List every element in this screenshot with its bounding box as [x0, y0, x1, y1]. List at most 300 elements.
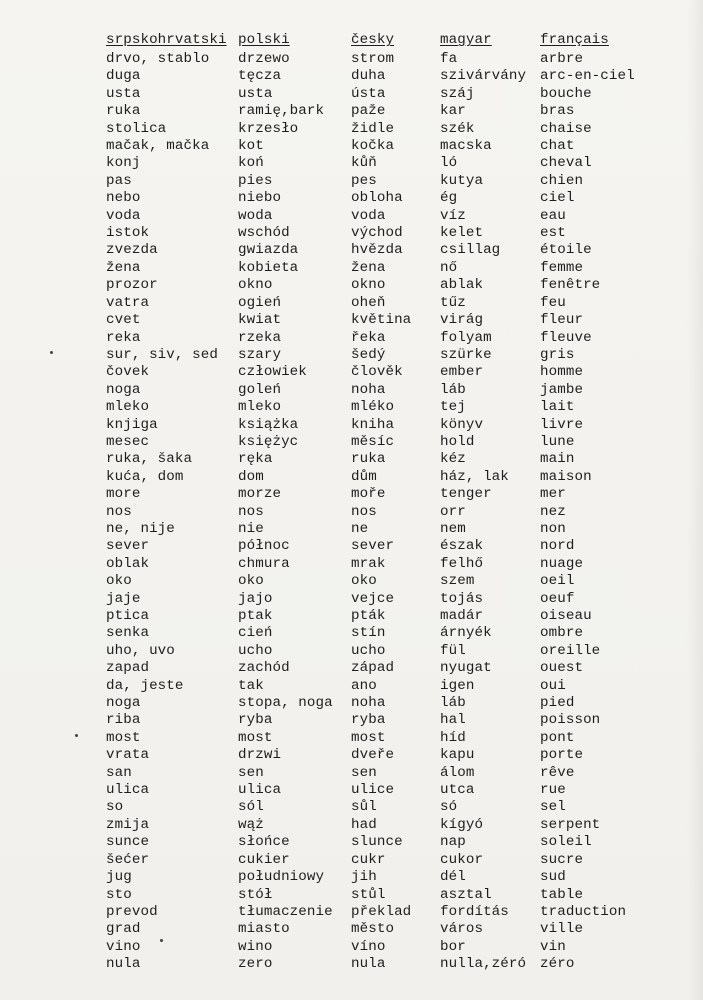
word-czech: okno	[351, 277, 386, 294]
word-french: feu	[540, 294, 566, 311]
table-row	[94, 208, 660, 225]
word-polish: tęcza	[238, 68, 282, 85]
word-serbo-croatian: prevod	[106, 903, 158, 920]
word-serbo-croatian: vino	[106, 938, 141, 955]
word-french: soleil	[540, 834, 592, 851]
word-hungarian: csillag	[440, 242, 501, 259]
column-header-french: français	[540, 32, 609, 48]
word-czech: ryba	[351, 712, 386, 729]
word-czech: moře	[351, 486, 386, 503]
word-czech: ano	[351, 677, 377, 694]
word-hungarian: észak	[440, 538, 484, 555]
word-hungarian: folyam	[440, 329, 492, 346]
word-serbo-croatian: ptica	[106, 608, 150, 624]
table-row	[94, 817, 660, 834]
word-serbo-croatian: nebo	[106, 190, 141, 207]
word-hungarian: nyugat	[440, 660, 492, 677]
word-french: gris	[540, 346, 575, 363]
table-row	[94, 486, 660, 503]
word-french: lait	[540, 399, 575, 416]
table-row	[94, 277, 660, 294]
word-czech: jih	[351, 869, 377, 886]
word-czech: kočka	[351, 138, 395, 155]
word-czech: řeka	[351, 329, 386, 346]
word-hungarian: szivárvány	[440, 68, 527, 85]
word-serbo-croatian: sunce	[106, 834, 150, 851]
word-czech: oheň	[351, 294, 386, 311]
word-czech: ulice	[351, 782, 395, 799]
word-hungarian: könyv	[440, 416, 484, 433]
word-hungarian: cukor	[440, 851, 484, 868]
word-hungarian: ház, lak	[440, 468, 509, 485]
table-row	[94, 834, 660, 851]
table-row	[94, 295, 660, 312]
word-polish: goleń	[238, 381, 282, 398]
word-hungarian: fa	[440, 51, 458, 67]
word-polish: zachód	[238, 660, 290, 677]
table-row	[94, 86, 660, 103]
word-french: sud	[540, 869, 566, 886]
word-hungarian: szem	[440, 573, 475, 590]
word-french: oreille	[540, 642, 601, 659]
word-french: ouest	[540, 660, 584, 677]
word-serbo-croatian: sto	[106, 886, 132, 903]
word-french: rue	[540, 782, 566, 799]
word-czech: západ	[351, 660, 395, 677]
word-french: homme	[540, 364, 584, 381]
word-hungarian: ember	[440, 364, 484, 381]
word-french: cheval	[540, 155, 592, 172]
word-czech: žena	[351, 259, 386, 276]
word-serbo-croatian: duga	[106, 68, 141, 85]
word-czech: stín	[351, 625, 386, 642]
word-serbo-croatian: prozor	[106, 277, 158, 294]
word-hungarian: nap	[440, 834, 466, 851]
word-czech: strom	[351, 51, 395, 67]
word-hungarian: kígyó	[440, 816, 484, 833]
word-serbo-croatian: ne, nije	[106, 520, 175, 537]
word-polish: sen	[238, 764, 264, 781]
word-czech: had	[351, 816, 377, 833]
word-czech: dům	[351, 468, 377, 485]
word-hungarian: orr	[440, 503, 466, 520]
word-serbo-croatian: ruka	[106, 103, 141, 120]
word-czech: dveře	[351, 747, 395, 764]
word-serbo-croatian: mesec	[106, 433, 150, 450]
word-czech: ucho	[351, 642, 386, 659]
word-serbo-croatian: zapad	[106, 660, 150, 677]
word-czech: obloha	[351, 190, 403, 207]
word-polish: kobieta	[238, 259, 299, 276]
word-french: jambe	[540, 381, 584, 398]
word-hungarian: dél	[440, 869, 466, 886]
word-polish: chmura	[238, 555, 290, 572]
table-row	[94, 469, 660, 486]
word-french: porte	[540, 747, 584, 764]
word-polish: nos	[238, 503, 264, 520]
table-row	[94, 695, 660, 712]
word-serbo-croatian: sur, siv, sed	[106, 346, 218, 363]
word-serbo-croatian: ruka, šaka	[106, 451, 193, 468]
table-row	[94, 852, 660, 869]
table-row	[94, 121, 660, 138]
table-row	[94, 799, 660, 816]
word-polish: okno	[238, 277, 273, 294]
word-polish: kot	[238, 138, 264, 155]
word-french: sucre	[540, 851, 584, 868]
table-row	[94, 538, 660, 555]
table-row	[94, 225, 660, 242]
word-french: pied	[540, 695, 575, 712]
word-polish: wąż	[238, 816, 264, 833]
word-serbo-croatian: nula	[106, 956, 141, 973]
word-polish: jajo	[238, 590, 273, 607]
word-polish: tak	[238, 677, 264, 694]
column-header-hungarian: magyar	[440, 32, 492, 48]
word-hungarian: macska	[440, 138, 492, 155]
word-hungarian: ablak	[440, 277, 484, 294]
word-serbo-croatian: čovek	[106, 364, 150, 381]
word-polish: zero	[238, 956, 273, 973]
word-serbo-croatian: nos	[106, 503, 132, 520]
word-hungarian: híd	[440, 729, 466, 746]
word-french: traduction	[540, 903, 627, 920]
table-row	[94, 887, 660, 904]
word-french: nord	[540, 538, 575, 555]
word-czech: židle	[351, 120, 395, 137]
word-french: ombre	[540, 625, 584, 642]
word-czech: kůň	[351, 155, 377, 172]
table-row	[94, 956, 660, 973]
word-french: oeil	[540, 573, 575, 590]
word-serbo-croatian: kuća, dom	[106, 468, 184, 485]
word-hungarian: szürke	[440, 346, 492, 363]
word-czech: hvězda	[351, 242, 403, 259]
word-serbo-croatian: žena	[106, 259, 141, 276]
word-polish: sól	[238, 799, 264, 816]
word-polish: ręka	[238, 451, 273, 468]
word-hungarian: nő	[440, 259, 458, 276]
word-serbo-croatian: senka	[106, 625, 150, 642]
word-hungarian: igen	[440, 677, 475, 694]
header-row	[94, 32, 660, 51]
column-header-czech: česky	[351, 32, 395, 48]
table-row	[94, 504, 660, 521]
page-edge-shadow	[687, 0, 703, 1000]
word-hungarian: tojás	[440, 590, 484, 607]
word-czech: sever	[351, 538, 395, 555]
word-polish: gwiazda	[238, 242, 299, 259]
word-hungarian: kapu	[440, 747, 475, 764]
vocabulary-table	[94, 32, 660, 974]
word-french: femme	[540, 259, 584, 276]
table-row	[94, 939, 660, 956]
word-serbo-croatian: ulica	[106, 782, 150, 799]
word-polish: cukier	[238, 851, 290, 868]
table-row	[94, 643, 660, 660]
word-polish: drzwi	[238, 747, 282, 764]
word-hungarian: só	[440, 799, 458, 816]
table-row	[94, 155, 660, 172]
word-french: nez	[540, 503, 566, 520]
word-serbo-croatian: stolica	[106, 120, 167, 137]
word-czech: víno	[351, 938, 386, 955]
word-serbo-croatian: jaje	[106, 590, 141, 607]
word-czech: paže	[351, 103, 386, 120]
word-french: bras	[540, 103, 575, 120]
word-french: lune	[540, 433, 575, 450]
word-czech: sen	[351, 764, 377, 781]
word-serbo-croatian: istok	[106, 225, 150, 242]
table-row	[94, 678, 660, 695]
word-czech: nula	[351, 956, 386, 973]
word-czech: město	[351, 921, 395, 938]
word-french: chaise	[540, 120, 592, 137]
word-serbo-croatian: zmija	[106, 816, 150, 833]
word-french: bouche	[540, 85, 592, 102]
word-hungarian: álom	[440, 764, 475, 781]
word-czech: měsíc	[351, 433, 395, 450]
word-hungarian: száj	[440, 85, 475, 102]
word-czech: duha	[351, 68, 386, 85]
word-hungarian: láb	[440, 381, 466, 398]
word-polish: rzeka	[238, 329, 282, 346]
table-row	[94, 434, 660, 451]
word-serbo-croatian: grad	[106, 921, 141, 938]
table-row	[94, 138, 660, 155]
word-czech: most	[351, 729, 386, 746]
word-french: eau	[540, 207, 566, 224]
word-czech: mrak	[351, 555, 386, 572]
word-french: ciel	[540, 190, 575, 207]
word-french: non	[540, 520, 566, 537]
word-french: oiseau	[540, 608, 592, 624]
word-hungarian: tej	[440, 399, 466, 416]
word-czech: noha	[351, 695, 386, 712]
table-row	[94, 782, 660, 799]
word-french: ville	[540, 921, 584, 938]
word-czech: nos	[351, 503, 377, 520]
table-row	[94, 625, 660, 642]
table-row	[94, 260, 660, 277]
table-row	[94, 921, 660, 938]
word-czech: cukr	[351, 851, 386, 868]
word-hungarian: kéz	[440, 451, 466, 468]
word-french: fleur	[540, 312, 584, 329]
word-polish: człowiek	[238, 364, 307, 381]
word-french: maison	[540, 468, 592, 485]
word-hungarian: utca	[440, 782, 475, 799]
word-polish: woda	[238, 207, 273, 224]
word-hungarian: kar	[440, 103, 466, 120]
word-polish: wino	[238, 938, 273, 955]
word-hungarian: kutya	[440, 172, 484, 189]
word-czech: vejce	[351, 590, 395, 607]
word-hungarian: ló	[440, 155, 458, 172]
word-serbo-croatian: drvo, stablo	[106, 51, 210, 67]
table-row	[94, 68, 660, 85]
word-polish: kwiat	[238, 312, 282, 329]
word-polish: ptak	[238, 608, 273, 624]
word-polish: szary	[238, 346, 282, 363]
word-french: zéro	[540, 956, 575, 973]
word-french: mer	[540, 486, 566, 503]
word-czech: překlad	[351, 903, 412, 920]
word-polish: południowy	[238, 869, 325, 886]
word-hungarian: virág	[440, 312, 484, 329]
word-polish: stół	[238, 886, 273, 903]
table-row	[94, 51, 660, 68]
table-row	[94, 660, 660, 677]
word-serbo-croatian: šećer	[106, 851, 150, 868]
word-serbo-croatian: vatra	[106, 294, 150, 311]
table-row	[94, 591, 660, 608]
word-serbo-croatian: knjiga	[106, 416, 158, 433]
word-polish: ucho	[238, 642, 273, 659]
word-czech: východ	[351, 225, 403, 242]
word-polish: cień	[238, 625, 273, 642]
word-czech: ne	[351, 520, 369, 537]
word-polish: drzewo	[238, 51, 290, 67]
word-polish: niebo	[238, 190, 282, 207]
table-row	[94, 173, 660, 190]
table-row	[94, 747, 660, 764]
word-serbo-croatian: usta	[106, 85, 141, 102]
word-serbo-croatian: san	[106, 764, 132, 781]
word-serbo-croatian: reka	[106, 329, 141, 346]
word-french: nuage	[540, 555, 584, 572]
word-hungarian: hold	[440, 433, 475, 450]
word-hungarian: tűz	[440, 294, 466, 311]
word-polish: księżyc	[238, 433, 299, 450]
word-polish: wschód	[238, 225, 290, 242]
word-polish: krzesło	[238, 120, 299, 137]
table-row	[94, 608, 660, 625]
word-polish: ulica	[238, 782, 282, 799]
table-row	[94, 573, 660, 590]
word-french: fleuve	[540, 329, 592, 346]
word-french: arc-en-ciel	[540, 68, 635, 85]
word-serbo-croatian: noga	[106, 695, 141, 712]
word-czech: ruka	[351, 451, 386, 468]
word-french: arbre	[540, 51, 584, 67]
word-czech: oko	[351, 573, 377, 590]
word-french: vin	[540, 938, 566, 955]
word-polish: ryba	[238, 712, 273, 729]
word-polish: północ	[238, 538, 290, 555]
word-serbo-croatian: jug	[106, 869, 132, 886]
word-serbo-croatian: konj	[106, 155, 141, 172]
word-serbo-croatian: noga	[106, 381, 141, 398]
word-hungarian: nem	[440, 520, 466, 537]
word-polish: miasto	[238, 921, 290, 938]
word-hungarian: árnyék	[440, 625, 492, 642]
word-hungarian: bor	[440, 938, 466, 955]
word-polish: słońce	[238, 834, 290, 851]
word-czech: pes	[351, 172, 377, 189]
word-hungarian: láb	[440, 695, 466, 712]
word-french: table	[540, 886, 584, 903]
word-czech: šedý	[351, 346, 386, 363]
word-serbo-croatian: most	[106, 729, 141, 746]
word-czech: kniha	[351, 416, 395, 433]
table-row	[94, 103, 660, 120]
word-serbo-croatian: uho, uvo	[106, 642, 175, 659]
word-serbo-croatian: riba	[106, 712, 141, 729]
table-row	[94, 399, 660, 416]
word-polish: stopa, noga	[238, 695, 333, 712]
word-polish: morze	[238, 486, 282, 503]
word-french: pont	[540, 729, 575, 746]
table-row	[94, 364, 660, 381]
table-row	[94, 869, 660, 886]
table-row	[94, 347, 660, 364]
word-serbo-croatian: so	[106, 799, 124, 816]
word-serbo-croatian: mleko	[106, 399, 150, 416]
table-row	[94, 765, 660, 782]
word-polish: mleko	[238, 399, 282, 416]
word-hungarian: asztal	[440, 886, 492, 903]
word-polish: dom	[238, 468, 264, 485]
word-hungarian: fül	[440, 642, 466, 659]
word-french: oeuf	[540, 590, 575, 607]
word-czech: voda	[351, 207, 386, 224]
word-serbo-croatian: sever	[106, 538, 150, 555]
word-french: livre	[540, 416, 584, 433]
word-polish: nie	[238, 520, 264, 537]
column-header-serbo-croatian: srpskohrvatski	[106, 32, 227, 48]
word-serbo-croatian: oko	[106, 573, 132, 590]
table-row	[94, 330, 660, 347]
word-hungarian: tenger	[440, 486, 492, 503]
word-czech: květina	[351, 312, 412, 329]
word-french: chat	[540, 138, 575, 155]
word-czech: ústa	[351, 85, 386, 102]
word-french: poisson	[540, 712, 601, 729]
word-french: étoile	[540, 242, 592, 259]
ink-speck	[75, 734, 78, 737]
word-serbo-croatian: da, jeste	[106, 677, 184, 694]
word-serbo-croatian: zvezda	[106, 242, 158, 259]
word-polish: ogień	[238, 294, 282, 311]
word-polish: koń	[238, 155, 264, 172]
word-french: serpent	[540, 816, 601, 833]
table-row	[94, 904, 660, 921]
table-row	[94, 712, 660, 729]
vocabulary-rows	[94, 51, 660, 974]
word-czech: pták	[351, 608, 386, 624]
word-french: rêve	[540, 764, 575, 781]
word-serbo-croatian: voda	[106, 207, 141, 224]
word-serbo-croatian: cvet	[106, 312, 141, 329]
word-french: fenêtre	[540, 277, 601, 294]
table-row	[94, 730, 660, 747]
table-row	[94, 417, 660, 434]
word-polish: pies	[238, 172, 273, 189]
word-serbo-croatian: oblak	[106, 555, 150, 572]
word-hungarian: felhő	[440, 555, 484, 572]
word-czech: stůl	[351, 886, 386, 903]
word-polish: tłumaczenie	[238, 903, 333, 920]
word-czech: mléko	[351, 399, 395, 416]
word-polish: książka	[238, 416, 299, 433]
word-hungarian: víz	[440, 207, 466, 224]
word-hungarian: kelet	[440, 225, 484, 242]
word-czech: noha	[351, 381, 386, 398]
word-serbo-croatian: mačak, mačka	[106, 138, 210, 155]
word-serbo-croatian: vrata	[106, 747, 150, 764]
word-serbo-croatian: pas	[106, 172, 132, 189]
